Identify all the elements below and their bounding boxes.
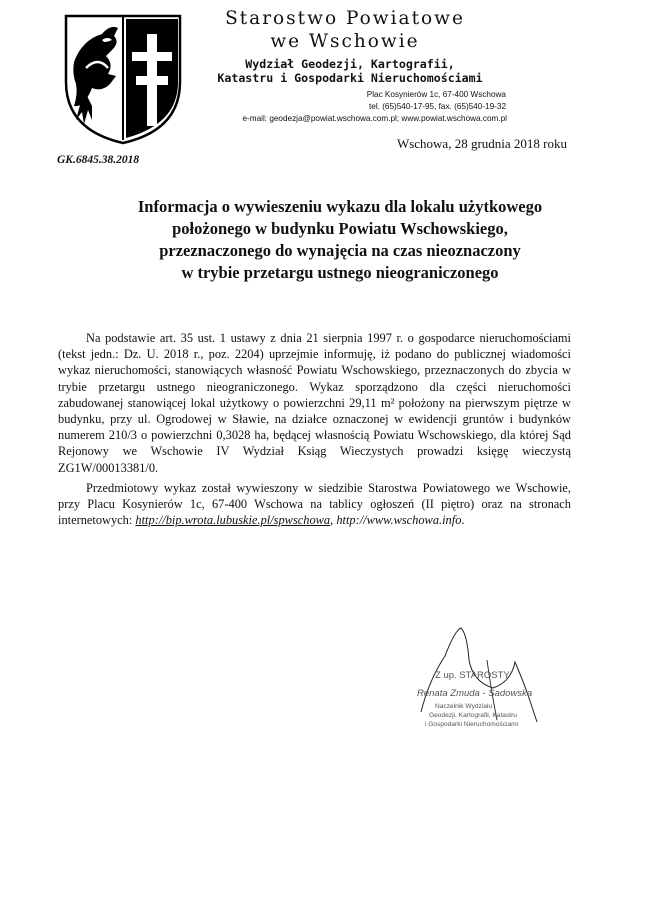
office-name: Starostwo Powiatowe xyxy=(225,8,465,29)
body-paragraph-2 xyxy=(58,480,571,529)
website-link[interactable]: http://www.wschowa.info xyxy=(336,513,462,528)
department-name-line1: Wydział Geodezji, Kartografii, xyxy=(245,57,455,71)
stamp-authorization: Z up. STAROSTY xyxy=(435,670,510,681)
phone-fax: tel. (65)540-17-95, fax. (65)540-19-32 xyxy=(369,102,506,111)
office-location: we Wschowie xyxy=(270,31,420,52)
postal-address: Plac Kosynierów 1c, 67-400 Wschowa xyxy=(366,90,506,99)
stamp-department-line1: Geodezji, Kartografii, Katastru xyxy=(429,712,517,719)
link-separator: , xyxy=(330,513,337,528)
email-website: e-mail: geodezja@powiat.wschowa.com.pl; www.powiat.wschowa.com.pl xyxy=(242,114,507,123)
document-title xyxy=(60,196,620,284)
document-body xyxy=(58,330,571,528)
body-paragraph-1: Na podstawie art. 35 ust. 1 ustawy z dnia 21 sierpnia 1997 r. o gospodarce nieruchomościami (tekst jedn.: Dz. U. 2018 r., poz. 2204) uprzejmie informuję, iż podano do publicznej wiadomości wykaz nieruchomości, stanowiących własność Powiatu Wschowskiego, przeznaczonych do zbycia w trybie przetargu ustnego nieograniczonego. Wykaz sporządzono dla części nieruchomości zabudowanej stanowiącej lokal użytkowy o powierzchni 29,11 m² położony na pierwszym piętrze w budynku, przy ul. Ogrodowej w Sławie, na działce oznaczonej w ewidencji gruntów i budynków numerem 210/3 o powierzchni 0,3028 ha, będącej własnością Powiatu Wschowskiego, dla której Sąd Rejonowy we Wschowie IV Wydział Ksiąg Wieczystych prowadzi księgę wieczystą ZG1W/00013381/0. xyxy=(58,331,571,475)
paragraph-2-text: Przedmiotowy wykaz został wywieszony w siedzibie Starostwa Powiatowego we Wschowie, przy Placu Kosynierów 1c, 67-400 Wschowa na tablicy ogłoszeń (II piętro) oraz na stronach internetowych: xyxy=(58,480,571,528)
department-name-line2: Katastru i Gospodarki Nieruchomościami xyxy=(217,71,483,85)
coat-of-arms-icon xyxy=(62,12,184,146)
title-line: Informacja o wywieszeniu wykazu dla lokalu użytkowego xyxy=(137,197,543,216)
bip-link[interactable]: http://bip.wrota.lubuskie.pl/spwschowa xyxy=(135,513,331,528)
reference-number: GK.6845.38.2018 xyxy=(57,154,140,166)
stamp-department-line2: i Gospodarki Nieruchomościami xyxy=(425,721,519,728)
title-line: w trybie przetargu ustnego nieograniczonego xyxy=(181,263,499,282)
stamp-signatory-name: Renata Zmuda - Sadowska xyxy=(417,688,533,699)
stamp-position: Naczelnik Wydziału xyxy=(435,703,493,710)
title-line: położonego w budynku Powiatu Wschowskiego, xyxy=(172,219,508,238)
title-line: przeznaczonego do wynajęcia na czas nieoznaczony xyxy=(159,241,521,260)
document-date: Wschowa, 28 grudnia 2018 roku xyxy=(396,136,567,151)
paragraph-end: . xyxy=(461,513,465,528)
signature-stamp xyxy=(415,620,550,730)
